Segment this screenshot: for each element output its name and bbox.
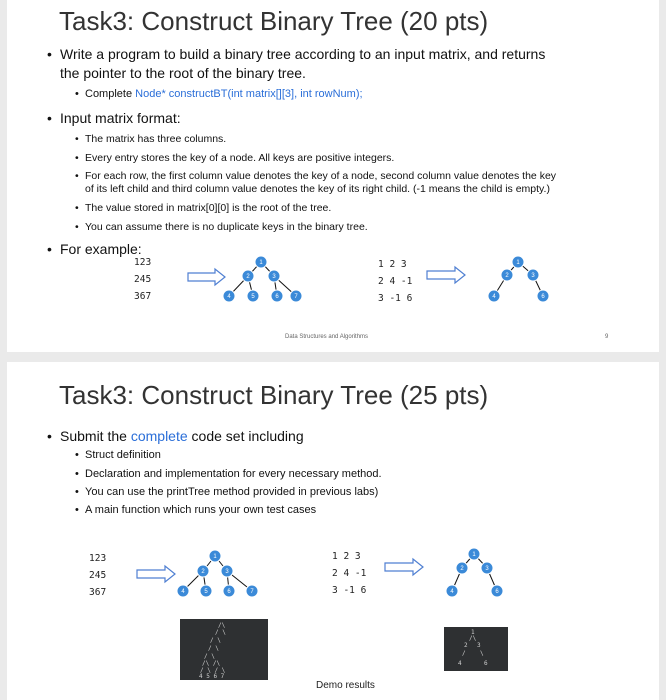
svg-text:3: 3	[531, 273, 535, 279]
tree-node	[223, 585, 235, 597]
tree-node	[246, 585, 258, 597]
tree-node	[271, 290, 283, 302]
demo-result-a	[180, 619, 268, 680]
svg-text:2: 2	[505, 273, 509, 279]
matrix-a: 123 245 367	[89, 553, 107, 598]
svg-text:2: 2	[464, 642, 468, 649]
svg-text:7: 7	[250, 589, 254, 595]
svg-text:1: 1	[259, 260, 263, 266]
tree-node	[491, 585, 503, 597]
svg-text:5: 5	[204, 589, 208, 595]
matrix-b: 1 2 3 2 4 -1 3 -1 6	[332, 551, 367, 596]
svg-text:6: 6	[275, 294, 279, 300]
tree-node	[488, 290, 500, 302]
svg-text:3: 3	[272, 274, 276, 280]
arrow-icon	[385, 559, 423, 575]
example-diagrams	[7, 362, 659, 700]
slide-2: Task3: Construct Binary Tree (25 pts) • Submit the complete code set including • Struct definition • Declaration and implementation for every necessary method. • You can use the printTree method provided in previous labs) • A main function which runs your own test cases 123 245 367 1 2 3 2 4 -1 3 -1 6 1 2 3 4 5 6 7 1 2 3 4 6 /\ / \ / \ / \ / \ /\ /\ / \ / \ 4 5 6 7 1 /\ 2 3 / \ 4 6 Demo results	[7, 362, 659, 700]
tree-node	[209, 550, 221, 562]
svg-text:3: 3	[225, 569, 229, 575]
example-diagrams	[7, 0, 659, 352]
svg-text:1: 1	[516, 260, 520, 266]
slide-1: Task3: Construct Binary Tree (20 pts) • Write a program to build a binary tree according to an input matrix, and returns the pointer to the root of the binary tree. • Complete Node* constructBT(int matrix[][3], int rowNum); • Input matrix format: • The matrix has three columns. • Every entry stores the key of a node. All keys are positive integers. • For each row, the first column value denotes the key of a node, second column value denotes the key of its left child and third column value denotes the key of its right child. (-1 means the child is empty.) • The value stored in matrix[0][0] is the root of the tree. • You can assume there is no duplicate keys in the binary tree. • For example: 123 245 367 1 2 3 2 4 -1 3 -1 6 1 2 3 4 5 6 7 1 2 3 4 6 Data Structures and Algorithms 9	[7, 0, 659, 352]
svg-text:/: /	[462, 650, 466, 657]
svg-text:4: 4	[450, 589, 454, 595]
slide-title: Task3: Construct Binary Tree (20 pts)	[59, 6, 489, 36]
tree-node	[242, 270, 254, 282]
svg-text:3: 3	[485, 566, 489, 572]
svg-text:6: 6	[541, 294, 545, 300]
svg-text:\: \	[480, 650, 484, 657]
tree-node	[200, 585, 212, 597]
tree-node	[290, 290, 302, 302]
svg-text:5: 5	[251, 294, 255, 300]
svg-text:3: 3	[477, 642, 481, 649]
matrix-b: 1 2 3 2 4 -1 3 -1 6	[378, 259, 413, 304]
svg-text:2: 2	[460, 566, 464, 572]
svg-text:1: 1	[472, 552, 476, 558]
tree-node	[197, 565, 209, 577]
svg-text:/ \: / \	[210, 637, 221, 644]
tree-node	[177, 585, 189, 597]
tree-node	[268, 270, 280, 282]
tree-node	[468, 548, 480, 560]
svg-text:7: 7	[294, 294, 298, 300]
svg-text:/\: /\	[218, 622, 226, 629]
tree-b	[446, 548, 503, 597]
svg-text:6: 6	[484, 660, 488, 667]
matrix-a: 123 245 367	[134, 257, 152, 302]
demo-result-b	[444, 627, 508, 671]
tree-node	[501, 269, 513, 281]
tree-node	[527, 269, 539, 281]
tree-a	[177, 550, 258, 597]
svg-text:2: 2	[246, 274, 250, 280]
tree-node	[537, 290, 549, 302]
tree-node	[456, 562, 468, 574]
tree-node	[221, 565, 233, 577]
slide-footer: Data Structures and Algorithms	[285, 334, 369, 340]
svg-text:4: 4	[492, 294, 496, 300]
arrow-icon	[427, 267, 465, 283]
arrow-icon	[137, 566, 175, 582]
demo-caption: Demo results	[316, 680, 375, 691]
svg-text:6: 6	[227, 589, 231, 595]
svg-text:4: 4	[227, 294, 231, 300]
svg-text:/ \: / \	[215, 629, 226, 636]
svg-text:4 5 6 7: 4 5 6 7	[199, 673, 225, 680]
tree-b	[488, 256, 549, 302]
tree-node	[512, 256, 524, 268]
tree-node	[223, 290, 235, 302]
svg-text:/ \: / \	[204, 653, 215, 660]
tree-node	[481, 562, 493, 574]
svg-text:4: 4	[181, 589, 185, 595]
svg-text:/\ /\: /\ /\	[202, 660, 221, 667]
tree-node	[255, 256, 267, 268]
svg-text:1: 1	[213, 554, 217, 560]
svg-text:/\: /\	[469, 635, 477, 642]
tree-node	[247, 290, 259, 302]
tree-node	[446, 585, 458, 597]
svg-text:6: 6	[495, 589, 499, 595]
svg-text:2: 2	[201, 569, 205, 575]
svg-text:1: 1	[471, 629, 475, 636]
svg-text:/ \ / \: / \ / \	[200, 667, 226, 674]
slide-title: Task3: Construct Binary Tree (25 pts)	[59, 380, 489, 410]
arrow-icon	[188, 269, 225, 285]
svg-text:/ \: / \	[208, 645, 219, 652]
page-number: 9	[605, 334, 609, 340]
svg-text:4: 4	[458, 660, 462, 667]
tree-a	[223, 256, 302, 302]
